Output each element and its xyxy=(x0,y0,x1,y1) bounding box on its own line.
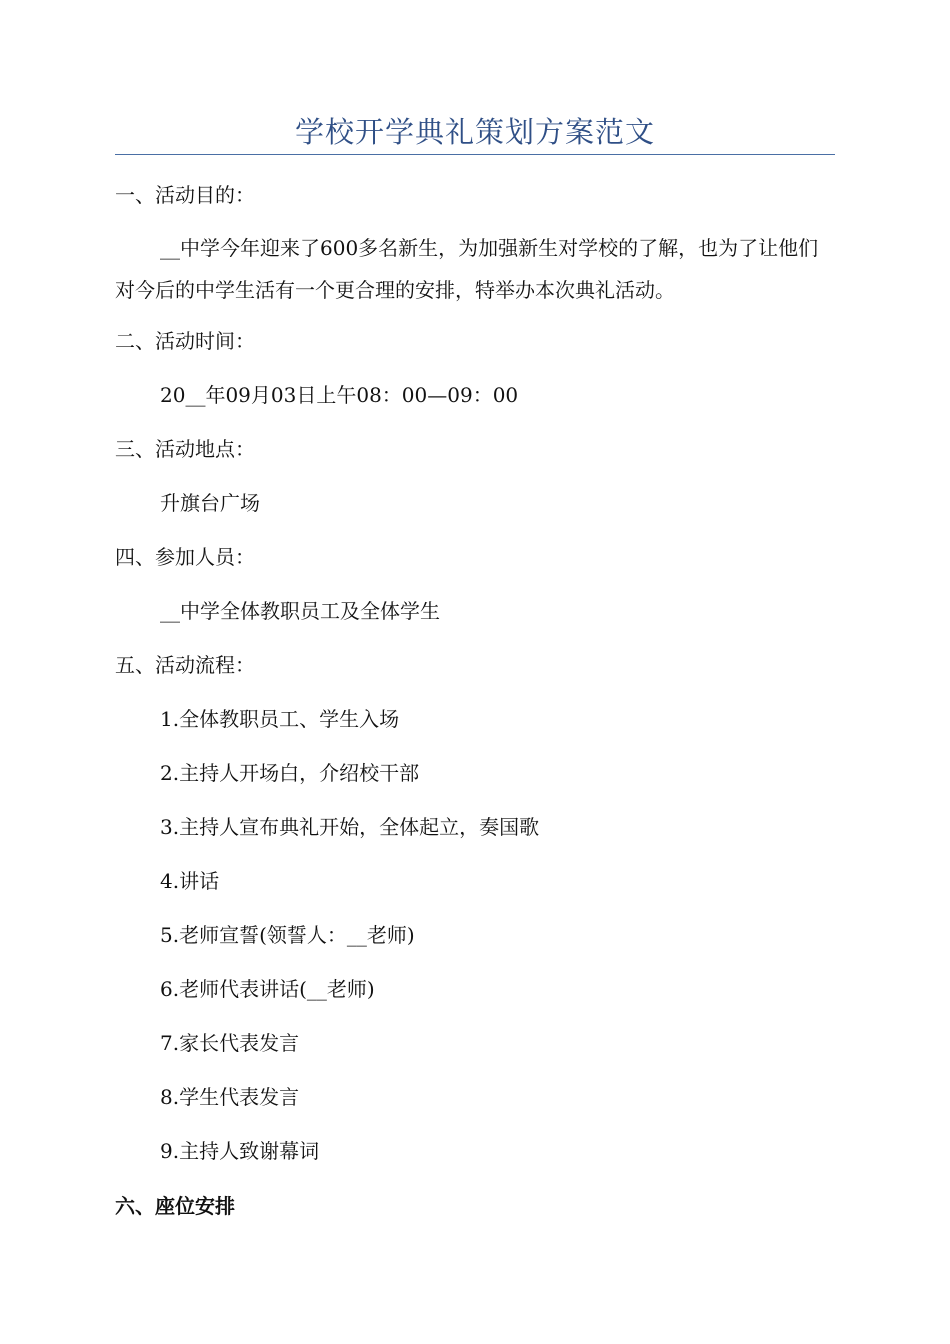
process-step-4: 4.讲话 xyxy=(160,869,220,893)
title-underline xyxy=(115,154,835,155)
section-heading-process: 五、活动流程： xyxy=(115,653,255,677)
section-heading-time: 二、活动时间： xyxy=(115,329,255,353)
process-step-7: 7.家长代表发言 xyxy=(160,1031,300,1055)
location-text: 升旗台广场 xyxy=(160,491,260,515)
section-heading-location: 三、活动地点： xyxy=(115,437,255,461)
purpose-paragraph: __中学今年迎来了600多名新生，为加强新生对学校的了解，也为了让他们对今后的中学生活有一个更合理的安排，特举办本次典礼活动。 xyxy=(115,236,819,302)
time-text: 20__年09月03日上午08：00—09：00 xyxy=(160,383,519,407)
process-step-9: 9.主持人致谢幕词 xyxy=(160,1139,320,1163)
section-heading-purpose: 一、活动目的： xyxy=(115,183,255,207)
process-step-8: 8.学生代表发言 xyxy=(160,1085,300,1109)
process-step-3: 3.主持人宣布典礼开始，全体起立，奏国歌 xyxy=(160,815,540,839)
process-step-2: 2.主持人开场白，介绍校干部 xyxy=(160,761,420,785)
document-title: 学校开学典礼策划方案范文 xyxy=(294,115,655,149)
process-step-1: 1.全体教职员工、学生入场 xyxy=(160,707,400,731)
section-heading-seating: 六、座位安排 xyxy=(115,1194,235,1218)
process-step-6: 6.老师代表讲话(__老师) xyxy=(160,977,375,1001)
section-heading-participants: 四、参加人员： xyxy=(115,545,255,569)
participants-text: __中学全体教职员工及全体学生 xyxy=(160,599,440,623)
process-step-5: 5.老师宣誓(领誓人：__老师) xyxy=(160,923,415,947)
